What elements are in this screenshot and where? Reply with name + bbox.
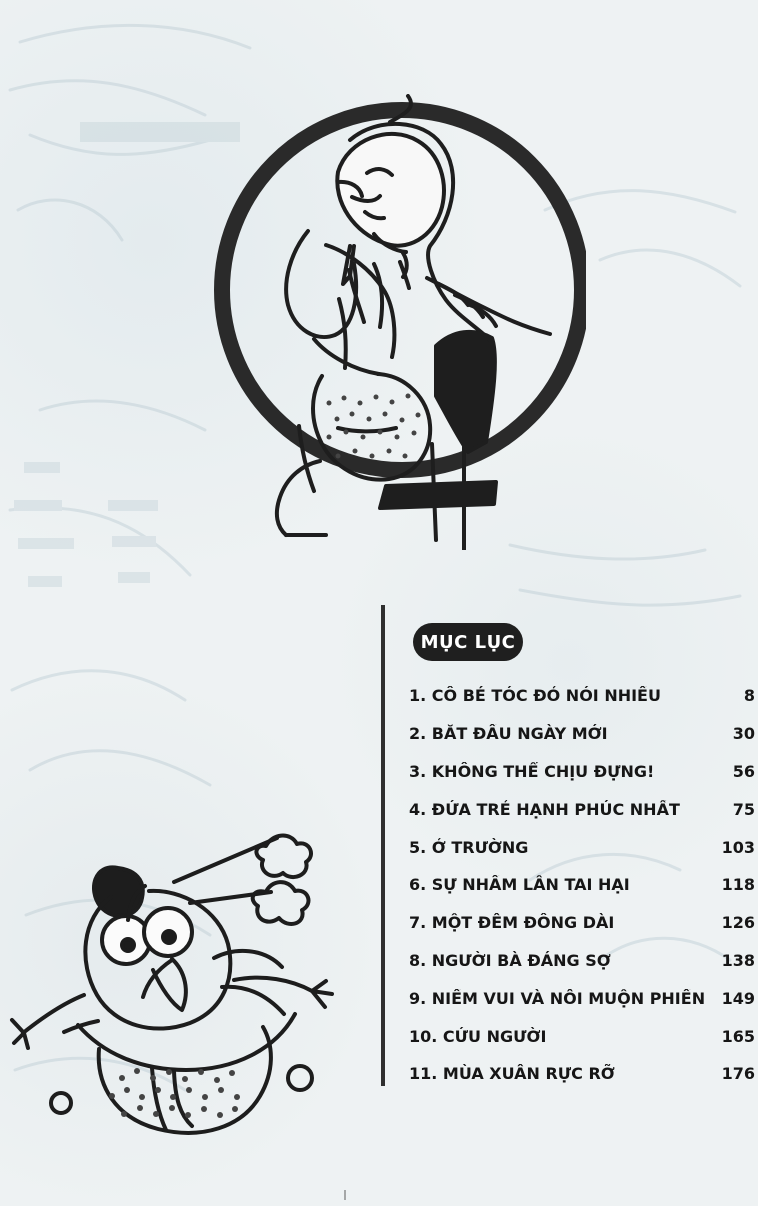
- toc-heading: MỤC LỤC: [413, 623, 523, 661]
- toc-entry-title: 10. CỨU NGƯỜI: [409, 1026, 547, 1046]
- toc-entry-page: 165: [721, 1026, 755, 1046]
- toc-entry: [409, 677, 755, 715]
- toc-entry-page: 138: [721, 950, 755, 970]
- toc-entry: [409, 828, 755, 866]
- toc-entry-title: 8. NGƯỜI BÀ ĐÁNG SỢ: [409, 950, 611, 970]
- toc-entry-title: 11. MÙA XUÂN RỰC RỠ: [409, 1064, 615, 1084]
- toc-entry: [409, 866, 755, 904]
- toc-entry-page: 8: [743, 686, 755, 706]
- toc-entry-title: 1. CÔ BÉ TÓC ĐỎ NÓI NHIỀU: [409, 686, 661, 706]
- toc-entry: [409, 715, 755, 753]
- toc-entry-page: 149: [721, 988, 755, 1008]
- toc-entry-title: 6. SỰ NHẦM LẪN TAI HẠI: [409, 875, 630, 895]
- page-fold-mark: [344, 1190, 346, 1200]
- toc-entry: [409, 979, 755, 1017]
- toc-entry-page: 103: [721, 837, 755, 857]
- toc-entry-page: 30: [732, 724, 755, 744]
- table-of-contents: [381, 605, 758, 1086]
- toc-entry-title: 7. MỘT ĐÊM ĐÔNG DÀI: [409, 913, 615, 933]
- toc-entry-title: 9. NIỀM VUI VÀ NỖI MUỘN PHIỀN: [409, 988, 706, 1008]
- toc-entry-page: 126: [721, 913, 755, 933]
- toc-entry-page: 118: [721, 875, 755, 895]
- toc-entry-page: 176: [721, 1064, 755, 1084]
- toc-entry: [409, 1017, 755, 1055]
- toc-entry: [409, 1055, 755, 1093]
- girl-sitting-chair-illustration: [178, 94, 586, 550]
- toc-entry-title: 4. ĐỨA TRẺ HẠNH PHÚC NHẤT: [409, 799, 680, 819]
- toc-divider-line: [381, 605, 385, 1086]
- toc-entry: [409, 942, 755, 980]
- toc-list: [409, 677, 755, 1093]
- toc-entry-title: 5. Ở TRƯỜNG: [409, 837, 529, 857]
- toc-entry-page: 56: [732, 761, 755, 781]
- toc-entry-page: 75: [732, 799, 755, 819]
- toc-entry: [409, 753, 755, 791]
- running-girl-illustration: [6, 820, 369, 1138]
- toc-entry-title: 2. BẮT ĐẦU NGÀY MỚI: [409, 724, 608, 744]
- toc-entry: [409, 904, 755, 942]
- toc-entry: [409, 790, 755, 828]
- toc-entry-title: 3. KHÔNG THỂ CHỊU ĐỰNG!: [409, 761, 655, 781]
